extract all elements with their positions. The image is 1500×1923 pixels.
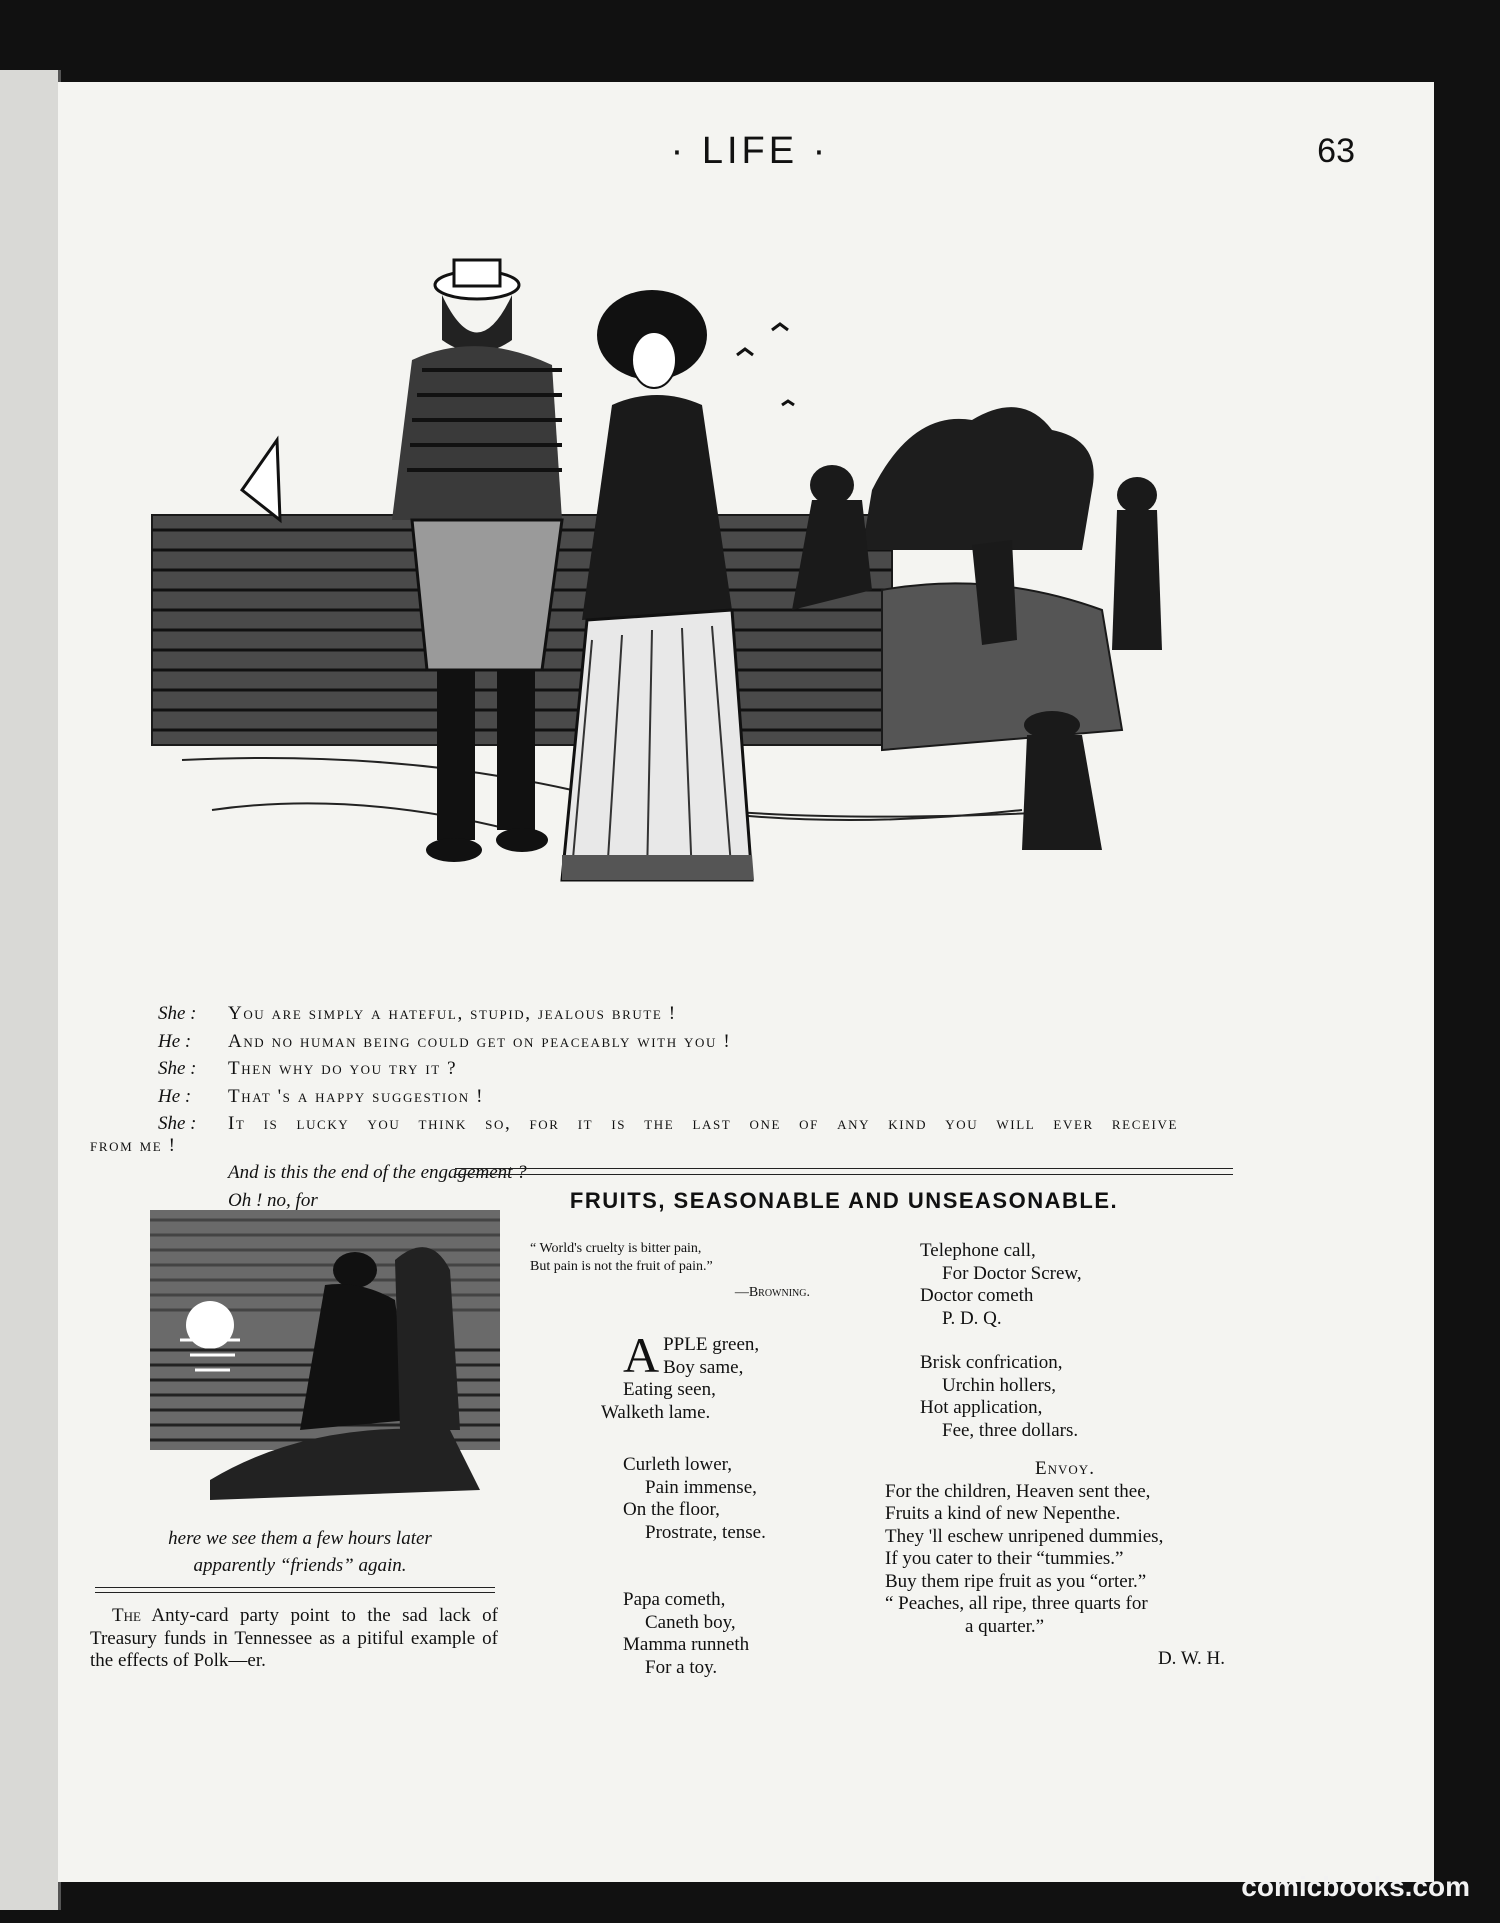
poem-line: Doctor cometh [920,1285,1034,1306]
speaker-label: She : [158,1003,197,1024]
stanza [530,1454,840,1544]
poem-line: Curleth lower, [623,1454,732,1475]
caption-line: apparently “friends” again. [193,1555,407,1576]
dialogue-line [90,1055,1290,1083]
poem-line: Prostrate, tense. [645,1521,766,1543]
poem-line: They 'll eschew unripened dummies, [885,1525,1164,1547]
speaker-label: She : [158,1058,197,1079]
poem-divider [455,1168,1233,1175]
poem-line: For the children, Heaven sent thee, [885,1480,1151,1502]
epigraph-author: —Browning. [734,1285,810,1300]
page-number: 63 [1317,132,1355,170]
paragraph-text: Anty-card party point to the sad lack of Treasury funds in Tennessee as a pitiful example of the effects of Polk—er. [90,1605,498,1671]
envoy [885,1481,1245,1639]
poem-line: Hot application, [920,1397,1043,1418]
poem-line: Walketh lame. [601,1401,711,1423]
poem-column-right [885,1240,1245,1671]
poem-line: PPLE green, [663,1334,760,1355]
dialogue-block [90,1000,1290,1214]
poem-line: Telephone call, [920,1240,1036,1261]
poem-line: Mamma runneth [623,1634,750,1655]
illustration-caption [90,1525,510,1579]
poem-line: Eating seen, [623,1379,716,1400]
polk-paragraph [90,1605,498,1673]
beach-couple-illustration [92,190,1252,920]
dialogue-continuation: from me ! [90,1134,177,1156]
sunset-couple-illustration [150,1190,500,1520]
paragraph-lead: The [112,1605,141,1626]
magazine-title: · LIFE · [670,130,830,172]
speaker-label: He : [158,1030,192,1052]
dialogue-text: You are simply a hateful, stupid, jealous brute ! [228,1003,677,1024]
left-page-edge [0,70,61,1910]
speaker-label: She : [158,1113,197,1134]
dialogue-line [90,1083,1290,1111]
envoy-heading: Envoy. [1035,1458,1095,1479]
narration-question: And is this the end of the engagement ? [228,1162,527,1183]
poem-line: On the floor, [623,1499,720,1520]
dialogue-text: And no human being could get on peaceably with you ! [228,1030,732,1052]
caption-line: here we see them a few hours later [168,1528,432,1549]
poem-line: Brisk confrication, [920,1352,1063,1373]
poem-author: D. W. H. [1157,1648,1225,1669]
stanza [885,1240,1245,1330]
poem-line: If you cater to their “tummies.” [885,1548,1124,1569]
poem-line: Caneth boy, [645,1611,736,1633]
dialogue-line [90,1028,1290,1056]
poem-line: Fruits a kind of new Nepenthe. [885,1503,1121,1524]
poem-line: For a toy. [645,1656,718,1678]
poem-line: Buy them ripe fruit as you “orter.” [885,1570,1147,1592]
dialogue-text: That 's a happy suggestion ! [228,1085,485,1107]
stanza [530,1327,840,1424]
woman-figure [562,290,754,880]
dialogue-line [90,1000,1290,1028]
poem-line: Boy same, [663,1356,744,1378]
poem-line: Urchin hollers, [942,1374,1056,1396]
speaker-label: He : [158,1085,192,1107]
site-watermark: comicbooks.com [1241,1871,1470,1902]
poem-column-left [530,1240,840,1679]
stanza [885,1352,1245,1442]
dialogue-text: It is lucky you think so, for it is the last one of any kind you will ever receive [228,1113,1178,1134]
poem-line: Pain immense, [645,1476,757,1498]
stanza [530,1589,840,1679]
epigraph-line: But pain is not the fruit of pain.” [530,1259,713,1274]
poem-line: For Doctor Screw, [942,1262,1082,1284]
narration-answer: Oh ! no, for [228,1189,318,1211]
poem-line: Fee, three dollars. [942,1419,1079,1441]
dialogue-text: Then why do you try it ? [228,1058,458,1079]
drop-cap: A [623,1327,660,1383]
poem-title: FRUITS, SEASONABLE AND UNSEASONABLE. [569,1188,1119,1213]
caption-divider [95,1587,495,1593]
epigraph-line: “ World's cruelty is bitter pain, [530,1241,702,1256]
poem-line: P. D. Q. [942,1307,1002,1329]
poem-line: “ Peaches, all ripe, three quarts for [885,1593,1148,1614]
poem-line: a quarter.” [965,1615,1045,1637]
poem-line: Papa cometh, [623,1589,726,1610]
